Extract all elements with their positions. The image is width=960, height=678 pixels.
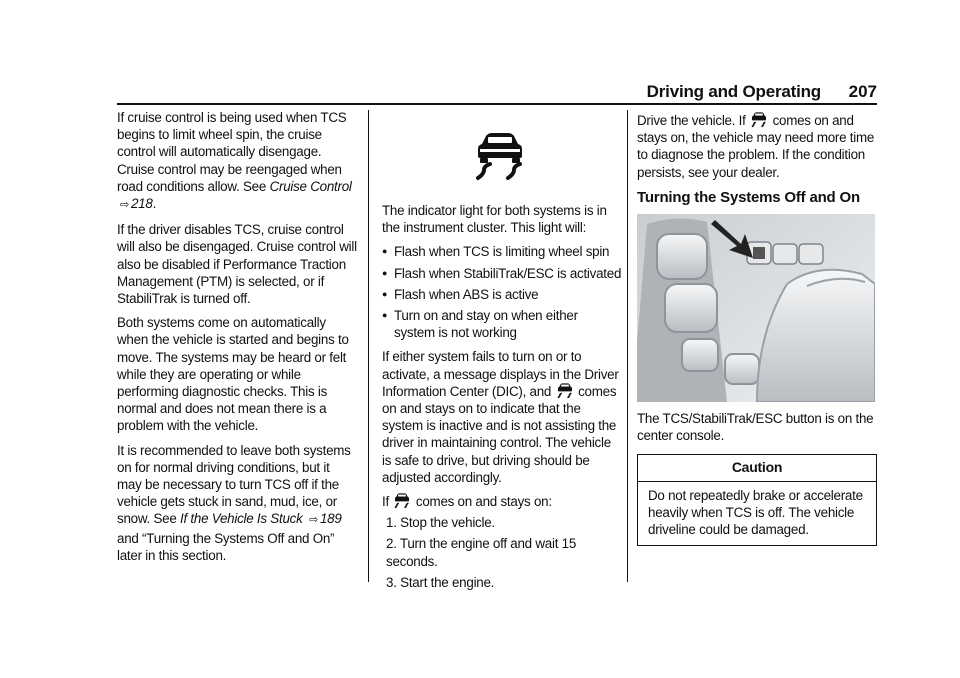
list-item: ● Flash when StabiliTrak/ESC is activated [382, 265, 622, 282]
section-subheading: Turning the Systems Off and On [637, 188, 860, 206]
paragraph-if-comes-on [382, 493, 622, 510]
list-item: ● Turn on and stay on when either system is not working [382, 307, 622, 341]
column-2 [382, 110, 622, 595]
traction-control-skid-icon [393, 493, 411, 509]
page-header [117, 82, 877, 104]
page-number: 207 [848, 82, 877, 101]
paragraph-text: If cruise control is being used when TCS begins to limit wheel spin, the cruise control will automatically disengage. Cruise control may be reengaged when road conditions allow. See [117, 110, 347, 194]
section-title: Driving and Operating [646, 82, 821, 101]
step-item: 3. Start the engine. [386, 574, 495, 590]
traction-control-skid-icon [472, 132, 528, 182]
paragraph-text: If either system fails to turn on or to activate, a message displays in the Driver Information Center (DIC), and [382, 349, 619, 399]
paragraph-tcs-disable: If the driver disables TCS, cruise control will also be disengaged. Cruise control will also be disabled if Performance Traction Management (PTM) is selected, or if StabiliTrak is turned off. [117, 222, 357, 307]
paragraph-text: comes on and stays on: [412, 494, 552, 510]
paragraph-text: and “Turning the Systems Off and On” later in this section. [117, 530, 335, 563]
caution-box [637, 454, 877, 546]
steps-list [382, 514, 622, 591]
paragraph-recommendation [117, 442, 357, 564]
column-divider-1 [368, 110, 369, 582]
cross-reference-page[interactable]: 189 [319, 511, 342, 527]
paragraph-indicator-light: The indicator light for both systems is in the instrument cluster. This light will: [382, 203, 607, 236]
paragraph-text: It is recommended to leave both systems on for normal driving conditions, but it may be necessary to turn TCS off if the vehicle gets stuck in sand, mud, ice, or snow. See [117, 442, 351, 527]
list-item: ● Flash when TCS is limiting wheel spin [382, 243, 622, 260]
cross-reference-link[interactable]: If the Vehicle Is Stuck [180, 511, 303, 527]
paragraph-system-fails [382, 348, 622, 486]
column-1 [117, 109, 357, 571]
photo-caption: The TCS/StabiliTrak/ESC button is on the center console. [637, 411, 874, 444]
column-3 [637, 112, 877, 546]
caution-title: Caution [638, 455, 876, 481]
paragraph-text: comes on and stays on, the vehicle may need more time to diagnose the problem. If the condition persists, see your dealer. [637, 113, 875, 180]
header-rule [117, 103, 877, 105]
page-ref-arrow-icon: ⇨ [120, 199, 129, 212]
paragraph-text: If [382, 494, 393, 510]
traction-control-skid-icon [750, 112, 768, 128]
paragraph-cruise-control [117, 109, 357, 214]
indicator-list [382, 243, 622, 341]
step-item: 2. Turn the engine off and wait 15 seconds. [386, 536, 577, 569]
traction-control-skid-icon [556, 383, 574, 399]
center-console-photo [637, 214, 875, 402]
page-ref-arrow-icon: ⇨ [309, 514, 318, 527]
list-item: ● Flash when ABS is active [382, 286, 622, 303]
paragraph-text: comes on and stays on to indicate that the system is inactive and is not assisting the driver in maintaining control. The vehicle is safe to drive, but driving should be adjusted accordingly. [382, 383, 617, 485]
caution-body: Do not repeatedly brake or accelerate heavily when TCS is off. The vehicle driveline could be damaged. [648, 487, 863, 538]
paragraph-systems-auto: Both systems come on automatically when the vehicle is started and begins to move. The systems may be heard or felt while they are operating or while performing diagnostic checks. This is normal and does not mean there is a problem with the vehicle. [117, 315, 349, 434]
column-divider-2 [627, 110, 628, 582]
cross-reference-link[interactable]: Cruise Control [269, 178, 352, 194]
paragraph-text: Drive the vehicle. If [637, 113, 750, 128]
cross-reference-page[interactable]: 218 [130, 196, 153, 212]
paragraph-drive-vehicle [637, 112, 877, 181]
step-item: 1. Stop the vehicle. [386, 515, 495, 531]
paragraph-text: . [152, 196, 157, 212]
